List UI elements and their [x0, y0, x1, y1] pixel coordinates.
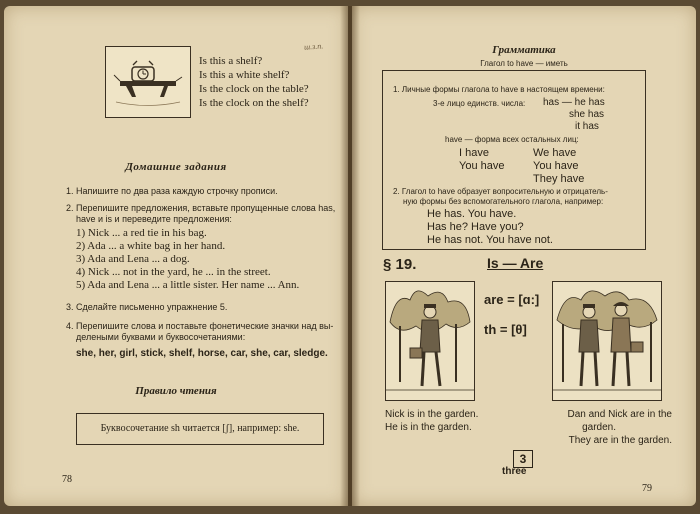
example-line: Has he? Have you? [427, 221, 524, 233]
shelf-illustration [105, 46, 191, 118]
pencil-note: ш.з.п. [303, 41, 324, 52]
section-number: § 19. [383, 256, 417, 273]
caption-line: garden. [582, 422, 616, 433]
page-number-right: 79 [642, 483, 652, 494]
shelf-clock-drawing [106, 47, 190, 117]
have-left-form: You have [459, 160, 505, 172]
third-person-label: 3-е лицо единств. числа: [433, 99, 526, 108]
grammar-point-2: ную формы без вспомогательного глагола, например: [403, 197, 604, 206]
sentence: 4) Nick ... not in the yard, he ... in the street. [76, 266, 271, 278]
exercise-sentences [76, 227, 299, 292]
have-right-form: They have [533, 173, 585, 185]
has-form: she has [569, 109, 605, 120]
right-page [352, 6, 696, 506]
have-right-form: You have [533, 160, 579, 172]
caption-line: Dan and Nick are in the [567, 409, 672, 420]
caption-line: Nick is in the garden. [385, 409, 479, 420]
boy-garden-drawing [386, 282, 474, 400]
illustration-nick [385, 281, 475, 401]
grammar-subtitle: Глагол to have — иметь [480, 59, 568, 68]
sentence: 5) Ada and Lena ... a little sister. Her name ... Ann. [76, 279, 300, 291]
have-right-form: We have [533, 147, 577, 159]
section-topic: Is — Are [487, 255, 544, 271]
sentence: 3) Ada and Lena ... a dog. [76, 253, 190, 265]
example-line: He has not. You have not. [427, 234, 553, 246]
rule-box [76, 413, 324, 445]
has-form: it has [575, 121, 599, 132]
lesson-number-box: 3 [513, 450, 533, 468]
illustration-dan-nick [552, 281, 662, 401]
grammar-point-1: 1. Личные формы глагола to have в настоящем времени: [393, 85, 605, 94]
have-left-form: I have [459, 147, 489, 159]
task-2-line-1: 2. Перепишите предложения, вставьте пропущенные слова has, [66, 203, 336, 213]
task-3: 3. Сделайте письменно упражнение 5. [66, 302, 228, 312]
caption-line: They are in the garden. [568, 435, 672, 446]
rule-text: Буквосочетание sh читается [ʃ], например: she. [100, 423, 300, 434]
sentence: 2) Ada ... a white bag in her hand. [76, 240, 226, 252]
task-1: 1. Напишите по два раза каждую строчку прописи. [66, 186, 278, 196]
grammar-box [382, 70, 646, 250]
caption-line: He is in the garden. [385, 422, 472, 433]
word-list: she, her, girl, stick, shelf, horse, car, she, car, sledge. [76, 348, 328, 359]
example-line: He has. You have. [427, 208, 517, 220]
grammar-title: Грамматика [492, 44, 556, 56]
book-gutter [340, 6, 360, 506]
grammar-point-2: 2. Глагол to have образует вопросительную и отрицатель- [393, 187, 608, 196]
homework-title: Домашние задания [125, 161, 227, 173]
phonetic-rule: are = [ɑ:] [484, 292, 540, 307]
task-2-line-2: have и is и переведите предложения: [76, 214, 232, 224]
caption-nick [385, 408, 478, 434]
page-number-left: 78 [62, 474, 72, 485]
lesson-number-word: three [502, 466, 527, 477]
task-4-line-2: делеными буквами и буквосочетаниями: [76, 332, 246, 342]
sentence: 1) Nick ... a red tie in his bag. [76, 227, 207, 239]
phonetic-rule: th = [θ] [484, 322, 527, 337]
question-line: Is this a shelf? [199, 55, 263, 67]
question-line: Is this a white shelf? [199, 69, 290, 81]
caption-dan-nick [520, 408, 672, 447]
has-form: has — he has [543, 97, 605, 108]
have-label: have — форма всех остальных лиц: [445, 135, 579, 144]
two-boys-garden-drawing [553, 282, 661, 400]
left-page [4, 6, 348, 506]
question-line: Is the clock on the table? [199, 83, 309, 95]
rule-title: Правило чтения [135, 385, 217, 397]
task-4-line-1: 4. Перепишите слова и поставьте фонетические значки над вы- [66, 321, 334, 331]
question-list [199, 54, 309, 110]
question-line: Is the clock on the shelf? [199, 97, 309, 109]
